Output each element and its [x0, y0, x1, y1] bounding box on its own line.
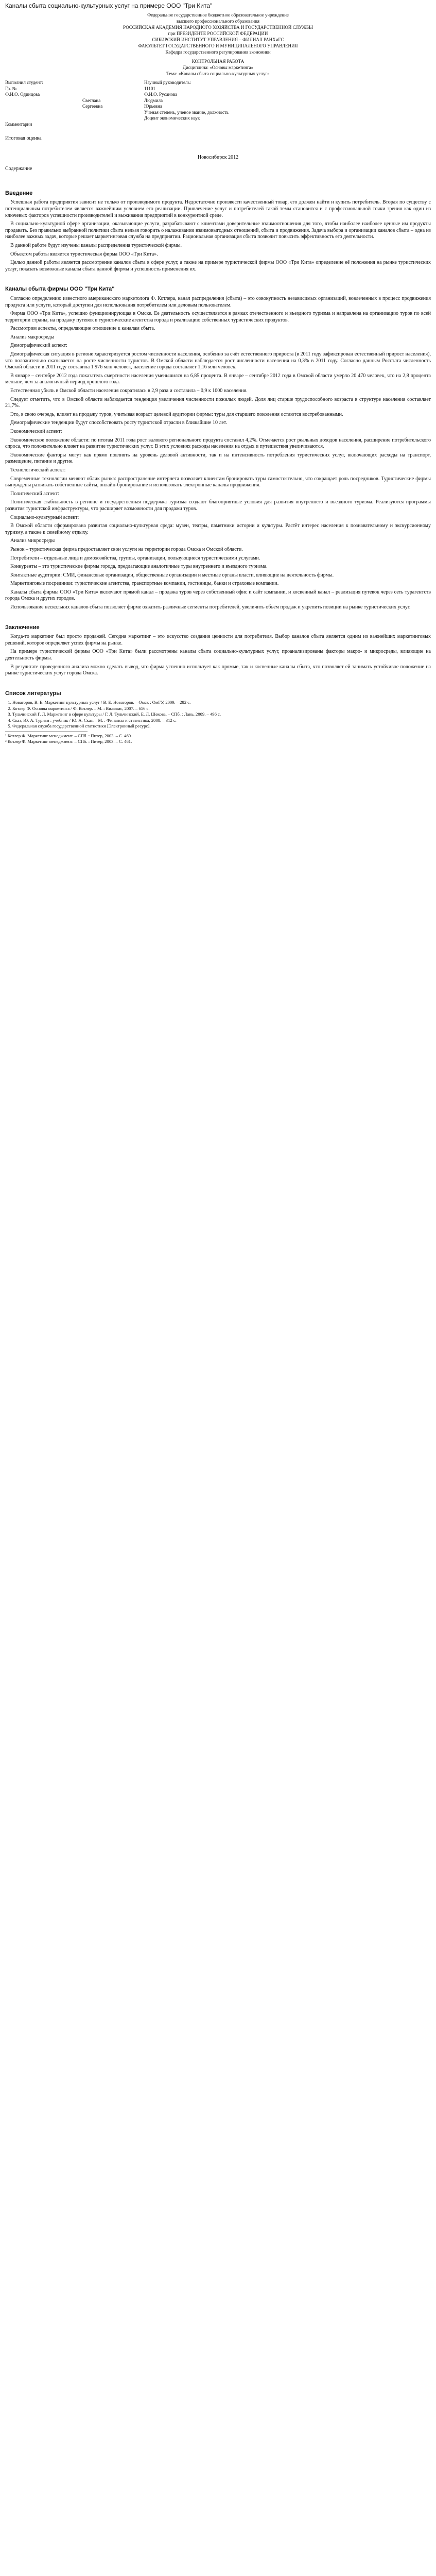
paragraph: В Омской области сформирована развитая социально-культурная среда: музеи, театры, памятники истории и культуры. Растёт интерес населения к познавательному и экскурсионному туризму, а также к семейному отдыху.	[5, 523, 431, 535]
paragraph: В январе – сентябре 2012 года показатель смертности населения уменьшился на 6,85 процента. В январе – сентябре 2012 года в Омской области умерло 20 470 человек, что на 2,8 процента меньше, чем за аналогичный период прошлого года.	[5, 372, 431, 385]
paragraph: Каналы сбыта фирмы ООО «Три Кита» включают прямой канал – продажа туров через собственный офис и сайт компании, и косвенный канал – реализация путевок через сеть турагентств города Омска и других городов.	[5, 589, 431, 602]
info-row	[5, 122, 299, 128]
reference-item: 4. Сказ, Ю. А. Туризм : учебник / Ю. А. Сказ. – М. : Финансы и статистика, 2008. – 312 с.	[12, 718, 431, 723]
info-cell-v	[82, 122, 144, 128]
info-cell-k	[5, 115, 82, 122]
info-cell-k	[5, 104, 82, 110]
paragraph: Использование нескольких каналов сбыта позволяет фирме охватить различные сегменты потребителей, увеличить объём продаж и укрепить позиции на рынке туристических услуг.	[10, 604, 411, 611]
info-row	[5, 92, 299, 98]
paragraph: В социально-культурной сфере организации, оказывающие услуги, разрабатывают с клиентами доверительные взаимоотношения для того, чтобы наиболее наиболее ценные им продукты продавать. Без правильно выбранной политики сбыта нельзя говорить о налаживании взаимовыгодных отношений, сбыта и продвижения. Задача выбора и организации каналов сбыта – одна из наиболее важных задач, которые решает маркетинговая служба на предприятии. Рациональная организация сбыта позволит повысить эффективность его деятельности.	[5, 221, 431, 240]
paragraph: Демографическая ситуация в регионе характеризуется ростом численности населения, особенно за счёт естественного прироста (в 2011 году зафиксирован естественный прирост населения), что положительно сказывается на росте численности туристов. В Омской области наблюдается рост численности населения на 0,3% в 2011 году. Согласно данным Росстата численность Омской области в 2011 году составила 1 976 млн человек, население города составляет 1,16 млн человек.	[5, 351, 431, 370]
paragraph: Социально-культурный аспект:	[10, 514, 79, 520]
info-cell-v	[82, 80, 144, 86]
paragraph: Демографические тенденции будут способствовать росту туристской отрасли в ближайшие 10 лет.	[10, 420, 228, 426]
info-cell-v	[82, 86, 144, 92]
header-line: высшего профессионального образования	[176, 19, 260, 24]
title-header-block	[5, 12, 431, 77]
paragraph: Экономические факторы могут как прямо повлиять на уровень деловой активности, так и на интенсивность потребления туристических услуг, включающих расходы на транспорт, размещение, питание и другие.	[5, 452, 431, 465]
info-row	[5, 104, 299, 110]
footnotes	[5, 733, 431, 744]
paragraph: В данной работе будут изучены каналы распределения туристической фирмы.	[10, 242, 182, 248]
paragraph: Маркетинговые посредники: туристические агентства, транспортные компании, гостиницы, банки и страховые компании.	[10, 581, 279, 587]
document-title: Каналы сбыта социально-культурных услуг на примере ООО "Три Кита"	[5, 2, 213, 9]
info-row	[5, 98, 299, 104]
info-cell-v2: Научный руководитель:	[144, 80, 191, 85]
info-cell-k: Ф.И.О. Одинцова	[5, 92, 40, 97]
info-cell-v	[82, 92, 144, 98]
info-cell-v	[82, 115, 144, 122]
header-line: Кафедра государственного регулирования экономики	[165, 49, 271, 55]
reference-item: 2. Котлер Ф. Основы маркетинга / Ф. Котлер. – М. : Вильямс, 2007. – 656 с.	[12, 706, 431, 711]
info-cell-v2	[144, 122, 299, 128]
footnote: ² Котлер Ф. Маркетинг менеджмент. – СПб. : Питер, 2003. – С. 461.	[5, 738, 132, 744]
info-row	[5, 115, 299, 122]
section-heading: Введение	[5, 190, 33, 196]
paragraph: В результате проведенного анализа можно сделать вывод, что фирма успешно использует как прямые, так и косвенные каналы сбыта, что позволяет ей занимать устойчивое положение на рынке туристических услуг города Омска.	[5, 664, 431, 676]
info-cell-k: Комментарии	[5, 121, 32, 127]
info-cell-k: Гр. №	[5, 86, 17, 91]
references-list	[5, 700, 431, 728]
header-line: Дисциплина: «Основы маркетинга»	[182, 65, 254, 70]
paragraph: Согласно определению известного американского маркетолога Ф. Котлера, канал распределения (сбыта) – это совокупность независимых организаций, вовлеченных в процесс продвижения продукта или услуги, который доступен для использования потребителем или деловым пользователем.	[5, 295, 431, 308]
info-cell-k	[5, 98, 82, 104]
header-line: РОССИЙСКАЯ АКАДЕМИЯ НАРОДНОГО ХОЗЯЙСТВА И ГОСУДАРСТВЕННОЙ СЛУЖБЫ	[123, 25, 313, 30]
info-cell-k: Выполнил студент:	[5, 80, 43, 85]
info-cell-v	[82, 110, 144, 116]
info-cell-v2: Людмила	[144, 97, 163, 103]
toc-label: Содержание	[5, 166, 32, 172]
paragraph: Рынок – туристическая фирма предоставляет свои услуги на территории города Омска и Омской области.	[10, 546, 243, 552]
header-line: Тема: «Каналы сбыта социально-культурных услуг»	[166, 71, 270, 76]
header-line: СИБИРСКИЙ ИНСТИТУТ УПРАВЛЕНИЯ – ФИЛИАЛ РАНХиГС	[152, 37, 284, 42]
paragraph: Потребители – отдельные лица и домохозяйства, группы, организации, пользующиеся туристическими услугами.	[10, 555, 260, 561]
city-year: Новосибирск 2012	[197, 154, 239, 160]
document-page	[0, 0, 436, 744]
header-line: ФАКУЛЬТЕТ ГОСУДАРСТВЕННОГО И МУНИЦИПАЛЬНОГО УПРАВЛЕНИЯ	[138, 43, 298, 48]
reference-item: 5. Федеральная служба государственной статистики [Электронный ресурс].	[12, 723, 431, 728]
info-row	[5, 80, 299, 86]
paragraph: Экономический аспект:	[10, 429, 62, 434]
header-line: при ПРЕЗИДЕНТЕ РОССИЙСКОЙ ФЕДЕРАЦИИ	[168, 31, 268, 36]
paragraph: Экономическое положение области: по итогам 2011 года рост валового регионального продукта составил 4,2%. Отмечается рост реальных доходов населения, расширение потребительского спроса, что положительно влияет на развитие туристических услуг. В этих условиях расходы населения на отдых и путешествия увеличиваются.	[5, 437, 431, 450]
paragraph: Анализ микросреды	[10, 538, 55, 544]
paragraph: Современные технологии меняют облик рынка: распространение интернета позволяет клиентам бронировать туры самостоятельно, что сокращает роль посредников. Туристические фирмы вынуждены развивать собственные сайты, онлайн-бронирование и использовать электронные каналы продвижения.	[5, 476, 431, 488]
grade-label: Итоговая оценка	[5, 135, 42, 141]
paragraph: Политический аспект:	[10, 490, 59, 497]
info-row	[5, 86, 299, 92]
info-cell-v2: 11101	[144, 86, 155, 91]
paragraph: Анализ макросреды	[10, 334, 55, 340]
info-cell-v2: Ученая степень, ученое звание, должность	[144, 109, 229, 115]
paragraph: Демографический аспект:	[10, 343, 67, 349]
author-info-table	[5, 80, 299, 127]
info-cell-v2: Доцент экономических наук	[144, 115, 200, 121]
info-cell-k	[5, 110, 82, 116]
paragraph: Успешная работа предприятия зависит не только от производимого продукта. Недостаточно произвести качественный товар, его должен найти и купить потребитель. Вторая по существу с потенциальным потребителем является важнейшим условием его реализации. Привлечение услуг и потребителей такой темы становится и с профессиональной точки зрения как один из ключевых факторов успешности производителей и выживания предприятий в конкурентной среде.	[5, 199, 431, 218]
paragraph: Следует отметить, что в Омской области наблюдается тенденция увеличения численности пожилых людей. Доля лиц старше трудоспособного возраста в структуре населения составляет 21,7%.	[5, 396, 431, 409]
references-heading: Список литературы	[5, 690, 61, 697]
info-row	[5, 110, 299, 116]
paragraph: Конкуренты – это туристические фирмы города, предлагающие аналогичные туры внутреннего и въездного туризма.	[10, 564, 268, 570]
paragraph: Фирма ООО «Три Кита», успешно функционирующая в Омске. Ее деятельность осуществляется в рамках отечественного и въездного туризма и направлена на организацию туров по всей территории страны, на продажу путевок в туристические агентства города и реализацию собственных туристических продуктов.	[5, 311, 431, 323]
info-cell-v2: Ф.И.О. Русанова	[144, 92, 178, 97]
reference-item: 1. Новаторов, В. Е. Маркетинг культурных услуг / В. Е. Новаторов. – Омск : ОмГУ, 2009. – 282 с.	[12, 700, 431, 705]
paragraph: Объектом работы является туристическая фирма ООО «Три Кита».	[10, 251, 158, 257]
footnote: ¹ Котлер Ф. Маркетинг менеджмент. – СПб. : Питер, 2003. – С. 460.	[5, 733, 132, 739]
header-line: Федеральное государственное бюджетное образовательное учреждение	[147, 12, 289, 18]
info-cell-v: Сергеевна	[82, 104, 103, 109]
paragraph: Рассмотрим аспекты, определяющие отношение к каналам сбыта.	[10, 326, 155, 332]
paragraph: На примере туристической фирмы ООО «Три Кита» были рассмотрены каналы сбыта социально-культурных услуг, проанализированы факторы макро- и микросреды, влияющие на деятельность фирмы.	[5, 649, 431, 662]
paragraph: Контактные аудитории: СМИ, финансовые организации, общественные организации и местные органы власти, влияющие на деятельность фирмы.	[10, 572, 334, 578]
section-heading: Каналы сбыта фирмы ООО "Три Кита"	[5, 286, 115, 293]
document-body	[5, 190, 431, 685]
paragraph: Технологический аспект:	[10, 467, 66, 473]
section-heading: Заключение	[5, 624, 40, 631]
info-cell-v: Светлана	[82, 97, 101, 103]
paragraph: Когда-то маркетинг был просто продажей. Сегодня маркетинг – это искусство создания ценности для потребителя. Выбор каналов сбыта является одним из важнейших маркетинговых решений, которое определяет успех фирмы на рынке.	[5, 634, 431, 646]
header-line: КОНТРОЛЬНАЯ РАБОТА	[191, 59, 245, 64]
reference-item: 3. Тульчинский Г. Л. Маркетинг в сфере культуры / Г. Л. Тульчинский, Е. Л. Шекова. – СПб. : Лань, 2009. – 496 с.	[12, 711, 431, 717]
paragraph: Это, в свою очередь, влияет на продажу туров, учитывая возраст целевой аудитории фирмы: туры для старшего поколения остаются востребованными.	[10, 411, 343, 417]
paragraph: Естественная убыль в Омской области населения сократилась в 2,9 раза и составила – 0,9 к 1000 населения.	[10, 388, 248, 394]
paragraph: Целью данной работы является рассмотрение каналов сбыта в сфере услуг, а также на примере туристической фирмы ООО «Три Кита» определение её положения на рынке туристических услуг, показать возможные каналы сбыта данной фирмы и успешность применения их.	[5, 260, 431, 272]
info-cell-v2: Юрьевна	[144, 104, 162, 109]
paragraph: Политическая стабильность в регионе и государственная поддержка туризма создают благоприятные условия для развития внутреннего и въездного туризма. Реализуются программы развития туристской инфраструктуры, что расширяет возможности для продажи туров.	[5, 499, 431, 512]
